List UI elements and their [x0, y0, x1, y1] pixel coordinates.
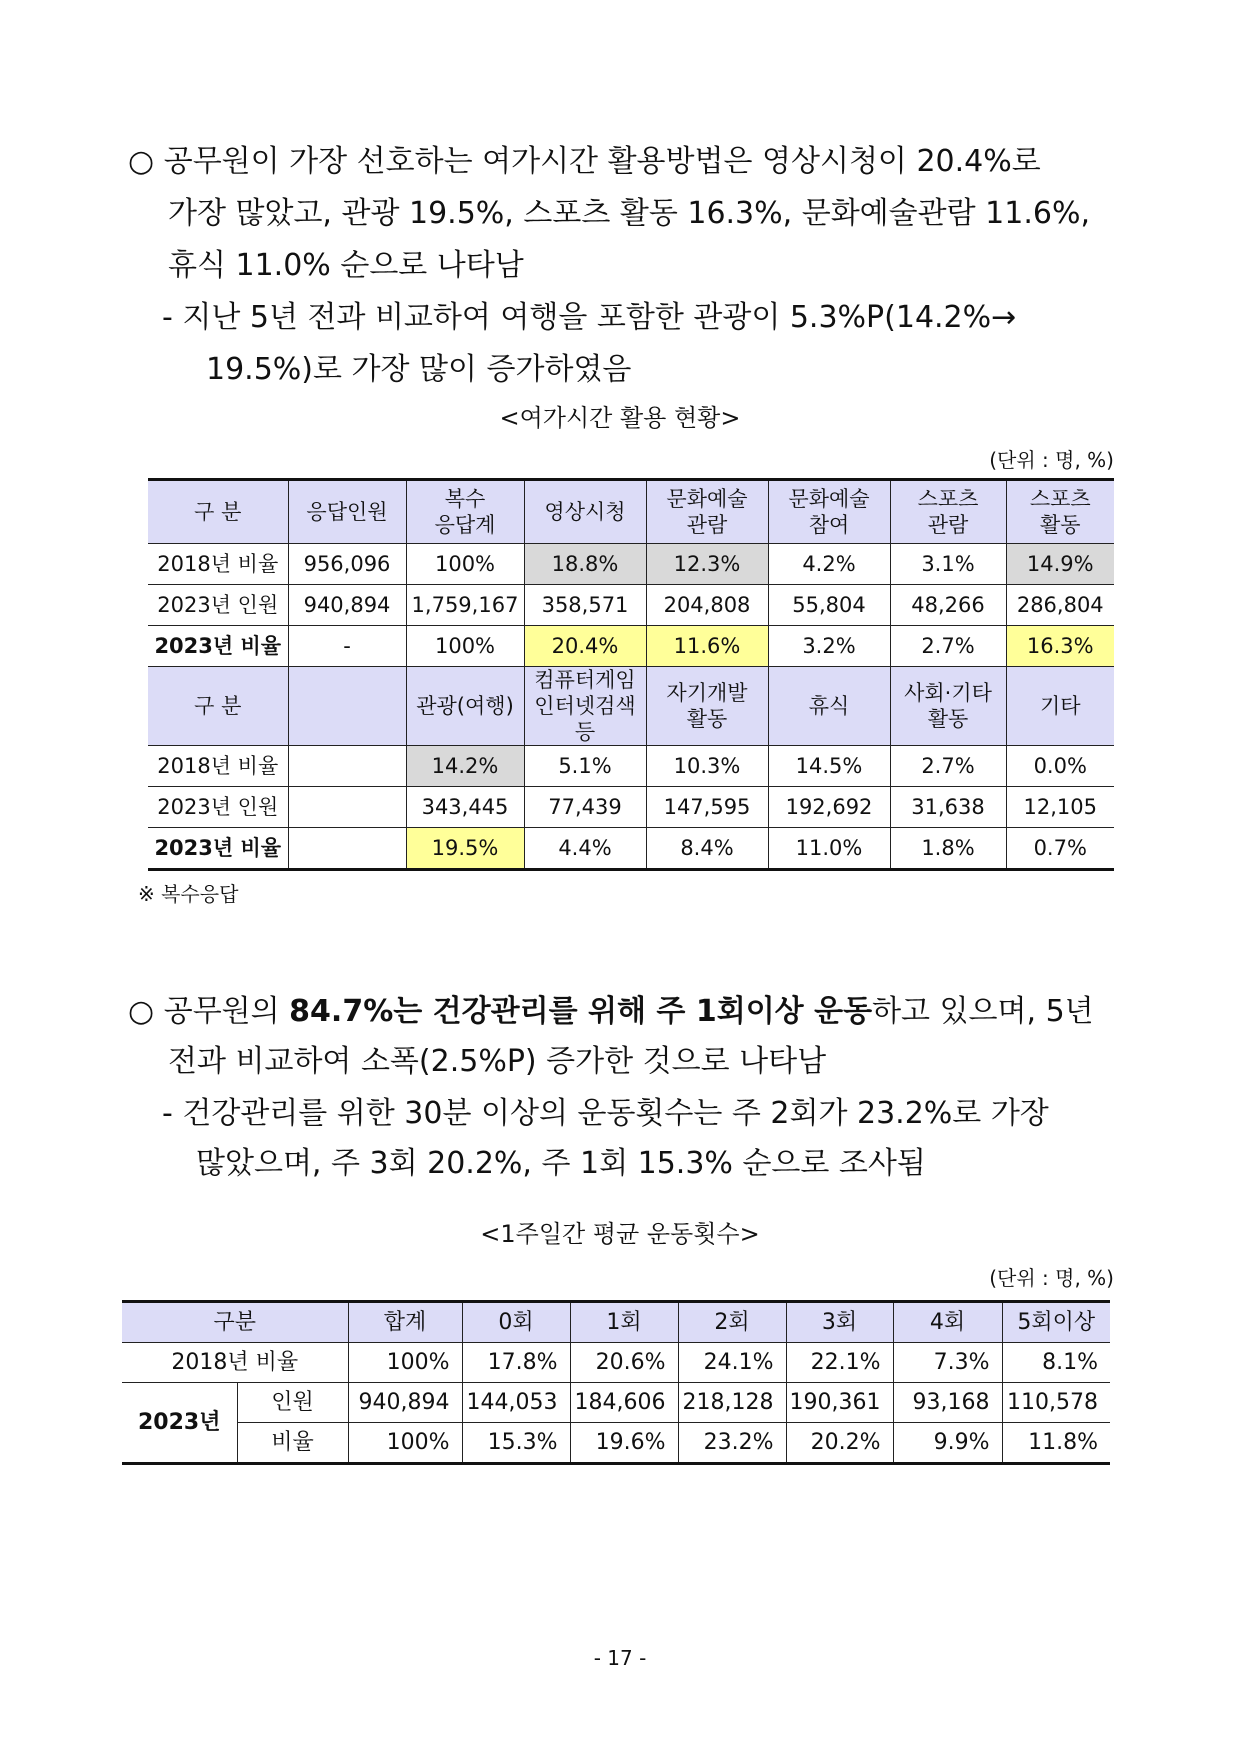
bullet1-line2: 가장 많았고, 관광 19.5%, 스포츠 활동 16.3%, 문화예술관람 11.6%,	[168, 196, 1090, 231]
t1-header-cell: 스포츠 관람	[890, 480, 1006, 544]
bullet1-line3: 휴식 11.0% 순으로 나타남	[168, 248, 524, 283]
t2-year-label: 2023년	[122, 1383, 237, 1464]
t2-cell: 940,894	[348, 1383, 462, 1423]
t1-cell: 2023년 인원	[148, 585, 288, 626]
exercise-table	[122, 1300, 1110, 1465]
table1-row	[148, 544, 1114, 585]
t1-cell: 2023년 비율	[148, 626, 288, 667]
table2-unit: (단위 : 명, %)	[989, 1266, 1114, 1290]
t1-cell: 19.5%	[406, 828, 524, 870]
t1-cell: 16.3%	[1006, 626, 1114, 667]
t1-cell: 286,804	[1006, 585, 1114, 626]
t1-header-cell: 문화예술 참여	[768, 480, 890, 544]
table1-row	[148, 787, 1114, 828]
t1-header-cell: 구 분	[148, 667, 288, 746]
t1-cell: 11.0%	[768, 828, 890, 870]
t2-cell: 19.6%	[570, 1423, 678, 1464]
t1-cell: 77,439	[524, 787, 646, 828]
t1-header-cell: 문화예술 관람	[646, 480, 768, 544]
table1-header-row	[148, 480, 1114, 544]
bullet2-line1	[128, 986, 1094, 1038]
t2-cell: 110,578	[1002, 1383, 1110, 1423]
t1-cell: 18.8%	[524, 544, 646, 585]
t1-cell: 956,096	[288, 544, 406, 585]
t1-cell: 20.4%	[524, 626, 646, 667]
t1-cell: 4.4%	[524, 828, 646, 870]
t2-cell: 9.9%	[893, 1423, 1002, 1464]
t2-sub-label: 비율	[237, 1423, 348, 1464]
t1-cell: 3.2%	[768, 626, 890, 667]
bullet2-bold: 84.7%는 건강관리를 위해 주 1회이상 운동	[289, 994, 873, 1029]
dash2-line2: 많았으며, 주 3회 20.2%, 주 1회 15.3% 순으로 조사됨	[196, 1146, 926, 1181]
table2-header-row	[122, 1302, 1110, 1343]
t2-header-cell: 2회	[678, 1302, 786, 1343]
t1-cell: 12,105	[1006, 787, 1114, 828]
t2-cell: 190,361	[786, 1383, 893, 1423]
t1-cell: 0.7%	[1006, 828, 1114, 870]
dash1-line2: 19.5%)로 가장 많이 증가하였음	[206, 352, 632, 387]
t2-cell: 8.1%	[1002, 1343, 1110, 1383]
t1-header-cell: 응답인원	[288, 480, 406, 544]
t2-cell: 24.1%	[678, 1343, 786, 1383]
t1-header-cell: 스포츠 활동	[1006, 480, 1114, 544]
t2-cell: 100%	[348, 1423, 462, 1464]
table2-row-2018	[122, 1343, 1110, 1383]
t1-cell: 358,571	[524, 585, 646, 626]
t2-header-cell: 구분	[122, 1302, 348, 1343]
table1-title: <여가시간 활용 현황>	[499, 404, 741, 432]
t1-cell: 2018년 비율	[148, 746, 288, 787]
t1-cell: 1,759,167	[406, 585, 524, 626]
table2-row-2023-people	[122, 1383, 1110, 1423]
t1-cell: -	[288, 626, 406, 667]
t1-cell: 10.3%	[646, 746, 768, 787]
t1-cell: 1.8%	[890, 828, 1006, 870]
table1-row	[148, 626, 1114, 667]
t2-cell: 17.8%	[462, 1343, 570, 1383]
t2-header-cell: 5회이상	[1002, 1302, 1110, 1343]
t1-header-cell: 관광(여행)	[406, 667, 524, 746]
t1-cell: 2023년 비율	[148, 828, 288, 870]
t1-header-cell: 사회·기타 활동	[890, 667, 1006, 746]
t1-cell: 31,638	[890, 787, 1006, 828]
t2-cell: 93,168	[893, 1383, 1002, 1423]
bullet2-post: 하고 있으며, 5년	[872, 994, 1094, 1029]
t2-header-cell: 1회	[570, 1302, 678, 1343]
t2-header-cell: 합계	[348, 1302, 462, 1343]
t2-cell: 100%	[348, 1343, 462, 1383]
t2-cell: 184,606	[570, 1383, 678, 1423]
t1-cell: 55,804	[768, 585, 890, 626]
t2-cell: 22.1%	[786, 1343, 893, 1383]
t2-sub-label: 인원	[237, 1383, 348, 1423]
t2-header-cell: 4회	[893, 1302, 1002, 1343]
t1-cell: 3.1%	[890, 544, 1006, 585]
t1-header-cell: 복수 응답계	[406, 480, 524, 544]
t1-cell: 12.3%	[646, 544, 768, 585]
t2-cell: 7.3%	[893, 1343, 1002, 1383]
t1-cell: 192,692	[768, 787, 890, 828]
footnote: ※ 복수응답	[138, 882, 239, 906]
t1-cell: 14.9%	[1006, 544, 1114, 585]
table1-header-row	[148, 667, 1114, 746]
table1-row	[148, 828, 1114, 870]
table1-unit: (단위 : 명, %)	[989, 448, 1114, 472]
t1-cell: 204,808	[646, 585, 768, 626]
t1-cell: 343,445	[406, 787, 524, 828]
bullet1-line1: ○ 공무원이 가장 선호하는 여가시간 활용방법은 영상시청이 20.4%로	[128, 144, 1041, 179]
t1-header-cell: 컴퓨터게임 인터넷검색 등	[524, 667, 646, 746]
t2-row-label: 2018년 비율	[122, 1343, 348, 1383]
t2-cell: 15.3%	[462, 1423, 570, 1464]
t1-cell	[288, 828, 406, 870]
t2-cell: 20.2%	[786, 1423, 893, 1464]
t1-header-cell: 자기개발 활동	[646, 667, 768, 746]
leisure-table	[148, 478, 1114, 871]
t2-cell: 218,128	[678, 1383, 786, 1423]
t1-header-cell	[288, 667, 406, 746]
t1-cell: 2023년 인원	[148, 787, 288, 828]
bullet2-line2: 전과 비교하여 소폭(2.5%P) 증가한 것으로 나타남	[168, 1044, 827, 1079]
t1-cell: 147,595	[646, 787, 768, 828]
t2-cell: 23.2%	[678, 1423, 786, 1464]
t2-header-cell: 3회	[786, 1302, 893, 1343]
t2-cell: 20.6%	[570, 1343, 678, 1383]
t1-cell: 100%	[406, 626, 524, 667]
table1-row	[148, 746, 1114, 787]
t1-cell: 5.1%	[524, 746, 646, 787]
bullet2-pre: ○ 공무원의	[128, 994, 290, 1029]
t1-cell: 2018년 비율	[148, 544, 288, 585]
t1-cell	[288, 787, 406, 828]
t1-cell: 2.7%	[890, 746, 1006, 787]
t1-cell: 2.7%	[890, 626, 1006, 667]
t1-cell: 8.4%	[646, 828, 768, 870]
t1-cell: 940,894	[288, 585, 406, 626]
t1-cell: 100%	[406, 544, 524, 585]
t1-cell: 0.0%	[1006, 746, 1114, 787]
t1-cell: 14.5%	[768, 746, 890, 787]
page-number: - 17 -	[593, 1646, 647, 1670]
t2-cell: 144,053	[462, 1383, 570, 1423]
dash2-line1: - 건강관리를 위한 30분 이상의 운동횟수는 주 2회가 23.2%로 가장	[162, 1096, 1049, 1131]
t1-cell: 11.6%	[646, 626, 768, 667]
t2-cell: 11.8%	[1002, 1423, 1110, 1464]
table2-title: <1주일간 평균 운동횟수>	[480, 1220, 760, 1248]
t1-cell: 4.2%	[768, 544, 890, 585]
dash1-line1: - 지난 5년 전과 비교하여 여행을 포함한 관광이 5.3%P(14.2%→	[162, 300, 1017, 335]
t1-header-cell: 구 분	[148, 480, 288, 544]
t1-header-cell: 휴식	[768, 667, 890, 746]
t2-header-cell: 0회	[462, 1302, 570, 1343]
table1-row	[148, 585, 1114, 626]
t1-header-cell: 기타	[1006, 667, 1114, 746]
t1-header-cell: 영상시청	[524, 480, 646, 544]
t1-cell: 48,266	[890, 585, 1006, 626]
table2-row-2023-ratio	[122, 1423, 1110, 1464]
t1-cell: 14.2%	[406, 746, 524, 787]
t1-cell	[288, 746, 406, 787]
